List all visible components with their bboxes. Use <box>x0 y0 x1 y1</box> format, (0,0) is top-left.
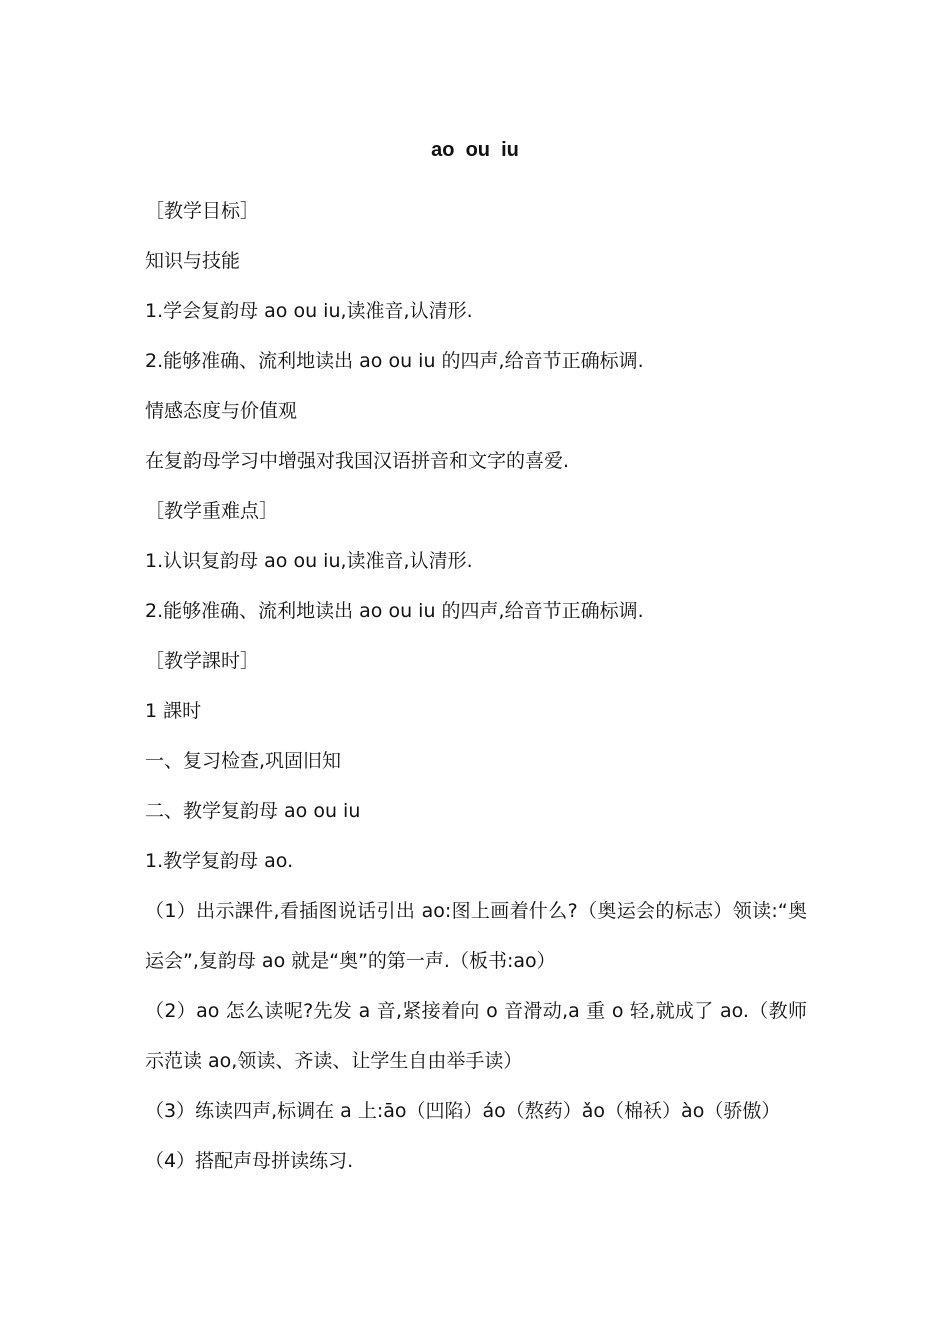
teach-ao-step-1: （1）出示課件,看插图说话引出 ao:图上画着什么?（奥运会的标志）领读:“奥运会”,复韵母 ao 就是“奥”的第一声.（板书:ao） <box>145 900 807 972</box>
teach-ao-step-3: （3）练读四声,标调在 a 上:āo（凹陷）áo（熬药）ǎo（棉袄）ào（骄傲） <box>145 1100 781 1122</box>
section-heading-class-hours: ［教学課时］ <box>145 650 260 672</box>
step-review: 一、复习检查,巩固旧知 <box>145 750 342 772</box>
subheading-attitude-values: 情感态度与价值观 <box>145 400 298 422</box>
class-hours-value: 1 課时 <box>145 700 202 722</box>
objective-item-2: 2.能够准确、流利地读出 ao ou iu 的四声,给音节正确标调. <box>145 350 644 372</box>
section-heading-objectives: ［教学目标］ <box>145 200 260 222</box>
key-point-item-2: 2.能够准确、流利地读出 ao ou iu 的四声,给音节正确标调. <box>145 600 644 622</box>
step-teach-finals: 二、教学复韵母 ao ou iu <box>145 800 361 822</box>
section-heading-key-points: ［教学重难点］ <box>145 500 279 522</box>
teach-ao-heading: 1.教学复韵母 ao. <box>145 850 294 872</box>
subheading-knowledge-skills: 知识与技能 <box>145 250 241 272</box>
attitude-item: 在复韵母学习中增强对我国汉语拼音和文字的喜爱. <box>145 450 570 472</box>
teach-ao-step-2: （2）ao 怎么读呢?先发 a 音,紧接着向 o 音滑动,a 重 o 轻,就成了 ao.（教师示范读 ao,领读、齐读、让学生自由举手读） <box>145 1000 807 1072</box>
document-body <box>145 186 807 1186</box>
teach-ao-step-4: （4）搭配声母拼读练习. <box>145 1150 354 1172</box>
objective-item-1: 1.学会复韵母 ao ou iu,读准音,认清形. <box>145 300 473 322</box>
key-point-item-1: 1.认识复韵母 ao ou iu,读准音,认清形. <box>145 550 473 572</box>
document-title: ao ou iu <box>431 139 519 161</box>
